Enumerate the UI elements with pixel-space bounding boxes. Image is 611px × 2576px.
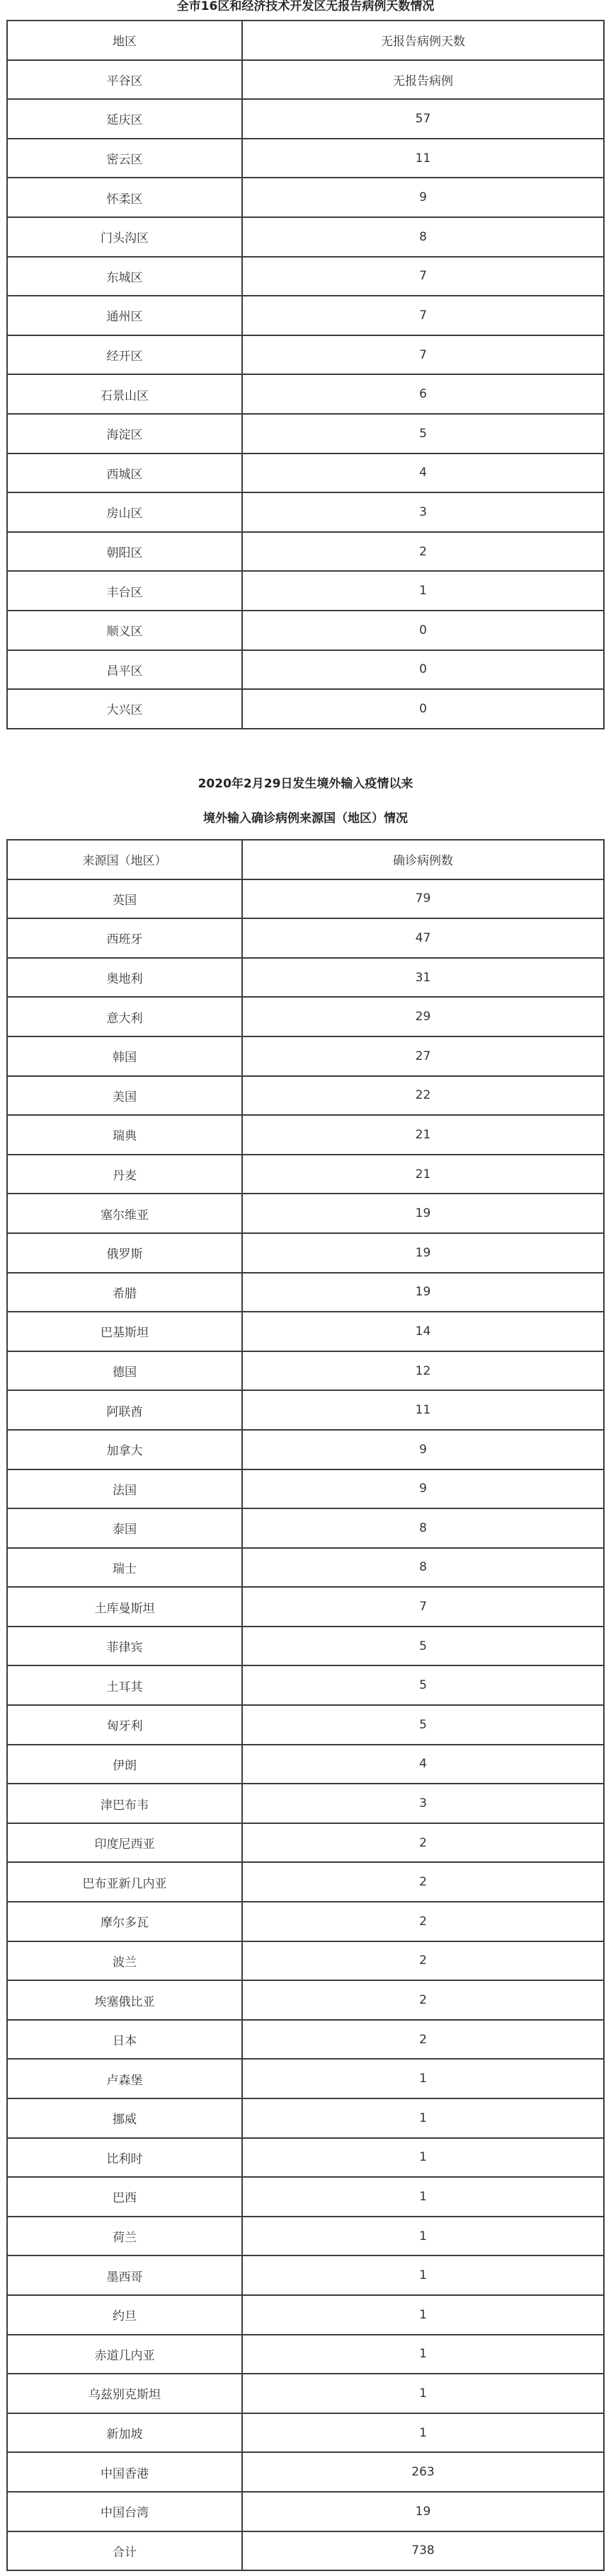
no-case-days-value-cell: 11 [242,139,604,178]
imported-cases-value-cell: 2 [242,2020,604,2060]
imported-cases-value-cell: 3 [242,1784,604,1823]
no-case-days-region-cell: 通州区 [7,296,242,335]
no-case-days-region-cell: 大兴区 [7,689,242,729]
imported-cases-region-cell: 英国 [7,879,242,919]
imported-cases-region-cell: 俄罗斯 [7,1233,242,1273]
no-case-days-value-cell: 0 [242,650,604,690]
no-case-days-region-cell: 延庆区 [7,99,242,139]
table-row [7,1627,604,1666]
no-case-days-region-cell: 房山区 [7,492,242,532]
table-row [7,650,604,690]
imported-cases-value-cell: 2 [242,1862,604,1902]
imported-cases-region-cell: 摩尔多瓦 [7,1902,242,1941]
imported-cases-value-cell: 738 [242,2531,604,2571]
imported-cases-value-cell: 79 [242,879,604,919]
imported-cases-region-cell: 乌兹别克斯坦 [7,2374,242,2413]
no-case-days-value-cell: 7 [242,335,604,375]
imported-cases-table-body [7,840,604,2570]
table-row [7,958,604,998]
table-row [7,532,604,572]
no-case-days-region-cell: 西城区 [7,454,242,493]
table-row [7,99,604,139]
no-case-days-region-cell: 石景山区 [7,374,242,414]
imported-cases-region-cell: 约旦 [7,2295,242,2335]
imported-cases-value-cell: 1 [242,2138,604,2178]
table-row [7,1784,604,1823]
imported-cases-header-row [7,840,604,879]
imported-cases-table [6,839,605,2571]
imported-cases-value-cell: 19 [242,1273,604,1312]
no-case-days-region-cell: 密云区 [7,139,242,178]
table-row [7,454,604,493]
imported-cases-region-cell: 意大利 [7,997,242,1036]
no-case-days-region-cell: 顺义区 [7,611,242,650]
imported-cases-region-cell: 伊朗 [7,1745,242,1784]
no-case-days-table [6,20,605,729]
table-row [7,178,604,217]
table-row [7,1862,604,1902]
imported-cases-region-cell: 巴西 [7,2177,242,2217]
imported-cases-value-cell: 1 [242,2374,604,2413]
table-row [7,2295,604,2335]
imported-cases-region-cell: 阿联酋 [7,1390,242,1430]
table-row [7,1115,604,1155]
table-row [7,2374,604,2413]
no-case-days-value-cell: 1 [242,571,604,611]
imported-cases-header-cell: 确诊病例数 [242,840,604,879]
table-row [7,1548,604,1588]
imported-cases-value-cell: 2 [242,1902,604,1941]
no-case-days-region-cell: 丰台区 [7,571,242,611]
imported-cases-value-cell: 7 [242,1587,604,1627]
imported-cases-region-cell: 土耳其 [7,1665,242,1705]
imported-cases-region-cell: 卢森堡 [7,2059,242,2098]
table-row [7,2335,604,2374]
imported-cases-region-cell: 瑞士 [7,1548,242,1588]
table-row [7,139,604,178]
imported-cases-region-cell: 瑞典 [7,1115,242,1155]
imported-cases-value-cell: 19 [242,2492,604,2531]
imported-cases-value-cell: 22 [242,1076,604,1116]
no-case-days-region-cell: 海淀区 [7,414,242,454]
table-row [7,374,604,414]
table-row [7,997,604,1036]
table-row [7,2217,604,2256]
no-case-days-value-cell: 5 [242,414,604,454]
no-case-days-value-cell: 8 [242,217,604,257]
table-row [7,1823,604,1863]
imported-cases-region-cell: 比利时 [7,2138,242,2178]
table-row [7,2020,604,2060]
imported-cases-value-cell: 1 [242,2098,604,2138]
imported-cases-value-cell: 14 [242,1312,604,1351]
table-row [7,414,604,454]
table-row [7,1705,604,1745]
imported-cases-value-cell: 8 [242,1508,604,1548]
imported-cases-value-cell: 21 [242,1115,604,1155]
no-case-days-value-cell: 2 [242,532,604,572]
imported-cases-value-cell: 1 [242,2335,604,2374]
no-case-days-region-cell: 朝阳区 [7,532,242,572]
table-row [7,335,604,375]
imported-cases-region-cell: 泰国 [7,1508,242,1548]
imported-cases-region-cell: 塞尔维亚 [7,1194,242,1233]
imported-cases-value-cell: 9 [242,1430,604,1469]
imported-cases-region-cell: 奥地利 [7,958,242,998]
table-row [7,1980,604,2020]
imported-cases-region-cell: 挪威 [7,2098,242,2138]
imported-cases-region-cell: 土库曼斯坦 [7,1587,242,1627]
table-row [7,2177,604,2217]
section2-title-line1: 2020年2月29日发生境外输入疫情以来 [198,777,413,791]
no-case-days-value-cell: 无报告病例 [242,60,604,100]
imported-cases-value-cell: 11 [242,1390,604,1430]
table-row [7,2413,604,2453]
imported-cases-region-cell: 中国香港 [7,2452,242,2492]
imported-cases-region-cell: 波兰 [7,1941,242,1981]
no-case-days-region-cell: 平谷区 [7,60,242,100]
imported-cases-region-cell: 德国 [7,1351,242,1391]
table-row [7,2098,604,2138]
imported-cases-value-cell: 29 [242,997,604,1036]
imported-cases-region-cell: 巴布亚新几内亚 [7,1862,242,1902]
no-case-days-region-cell: 怀柔区 [7,178,242,217]
table-row [7,1036,604,1076]
table-row [7,611,604,650]
no-case-days-value-cell: 3 [242,492,604,532]
imported-cases-value-cell: 5 [242,1627,604,1666]
table-row [7,689,604,729]
imported-cases-region-cell: 日本 [7,2020,242,2060]
imported-cases-region-cell: 赤道几内亚 [7,2335,242,2374]
table-row [7,2492,604,2531]
imported-cases-region-cell: 印度尼西亚 [7,1823,242,1863]
no-case-days-region-cell: 东城区 [7,257,242,296]
table-row [7,1273,604,1312]
imported-cases-value-cell: 1 [242,2217,604,2256]
imported-cases-region-cell: 加拿大 [7,1430,242,1469]
no-case-days-header-row [7,21,604,60]
table-row [7,2452,604,2492]
imported-cases-value-cell: 263 [242,2452,604,2492]
table-row [7,879,604,919]
table-row [7,1194,604,1233]
table-row [7,296,604,335]
imported-cases-region-cell: 墨西哥 [7,2256,242,2295]
imported-cases-region-cell: 西班牙 [7,918,242,958]
no-case-days-header-cell: 地区 [7,21,242,60]
table-row [7,2059,604,2098]
table-row [7,492,604,532]
table-row [7,60,604,100]
table-row [7,1233,604,1273]
imported-cases-value-cell: 31 [242,958,604,998]
no-case-days-value-cell: 7 [242,257,604,296]
table-row [7,1745,604,1784]
table-row [7,257,604,296]
section1-title: 全市16区和经济技术开发区无报告病例天数情况 [176,0,435,13]
table-row [7,2531,604,2571]
imported-cases-value-cell: 2 [242,1980,604,2020]
table-row [7,2256,604,2295]
table-row [7,2138,604,2178]
table-row [7,1351,604,1391]
table-row [7,1665,604,1705]
imported-cases-value-cell: 27 [242,1036,604,1076]
table-row [7,1430,604,1469]
table-row [7,571,604,611]
table-row [7,1587,604,1627]
imported-cases-value-cell: 2 [242,1823,604,1863]
table-row [7,918,604,958]
table-row [7,1469,604,1509]
imported-cases-region-cell: 丹麦 [7,1155,242,1194]
no-case-days-value-cell: 0 [242,611,604,650]
table-row [7,1508,604,1548]
imported-cases-value-cell: 2 [242,1941,604,1981]
imported-cases-value-cell: 1 [242,2177,604,2217]
imported-cases-region-cell: 韩国 [7,1036,242,1076]
imported-cases-value-cell: 1 [242,2413,604,2453]
no-case-days-region-cell: 经开区 [7,335,242,375]
imported-cases-region-cell: 中国台湾 [7,2492,242,2531]
imported-cases-region-cell: 荷兰 [7,2217,242,2256]
imported-cases-value-cell: 1 [242,2059,604,2098]
imported-cases-region-cell: 匈牙利 [7,1705,242,1745]
imported-cases-value-cell: 4 [242,1745,604,1784]
no-case-days-value-cell: 57 [242,99,604,139]
imported-cases-value-cell: 5 [242,1665,604,1705]
imported-cases-value-cell: 12 [242,1351,604,1391]
imported-cases-region-cell: 津巴布韦 [7,1784,242,1823]
imported-cases-region-cell: 埃塞俄比亚 [7,1980,242,2020]
imported-cases-region-cell: 希腊 [7,1273,242,1312]
no-case-days-value-cell: 7 [242,296,604,335]
imported-cases-region-cell: 新加坡 [7,2413,242,2453]
imported-cases-region-cell: 巴基斯坦 [7,1312,242,1351]
no-case-days-header-cell: 无报告病例天数 [242,21,604,60]
table-row [7,1076,604,1116]
no-case-days-value-cell: 0 [242,689,604,729]
no-case-days-value-cell: 9 [242,178,604,217]
imported-cases-value-cell: 19 [242,1194,604,1233]
imported-cases-value-cell: 9 [242,1469,604,1509]
table-row [7,1941,604,1981]
imported-cases-value-cell: 19 [242,1233,604,1273]
table-row [7,1390,604,1430]
no-case-days-table-body [7,21,604,729]
imported-cases-value-cell: 8 [242,1548,604,1588]
imported-cases-value-cell: 1 [242,2295,604,2335]
no-case-days-region-cell: 昌平区 [7,650,242,690]
section2-title-line2: 境外输入确诊病例来源国（地区）情况 [203,812,408,826]
table-row [7,1155,604,1194]
imported-cases-value-cell: 47 [242,918,604,958]
table-row [7,1312,604,1351]
imported-cases-region-cell: 法国 [7,1469,242,1509]
imported-cases-value-cell: 5 [242,1705,604,1745]
imported-cases-region-cell: 合计 [7,2531,242,2571]
no-case-days-value-cell: 6 [242,374,604,414]
table-row [7,217,604,257]
imported-cases-header-cell: 来源国（地区） [7,840,242,879]
imported-cases-region-cell: 菲律宾 [7,1627,242,1666]
no-case-days-value-cell: 4 [242,454,604,493]
no-case-days-region-cell: 门头沟区 [7,217,242,257]
table-row [7,1902,604,1941]
imported-cases-value-cell: 21 [242,1155,604,1194]
imported-cases-value-cell: 1 [242,2256,604,2295]
imported-cases-region-cell: 美国 [7,1076,242,1116]
